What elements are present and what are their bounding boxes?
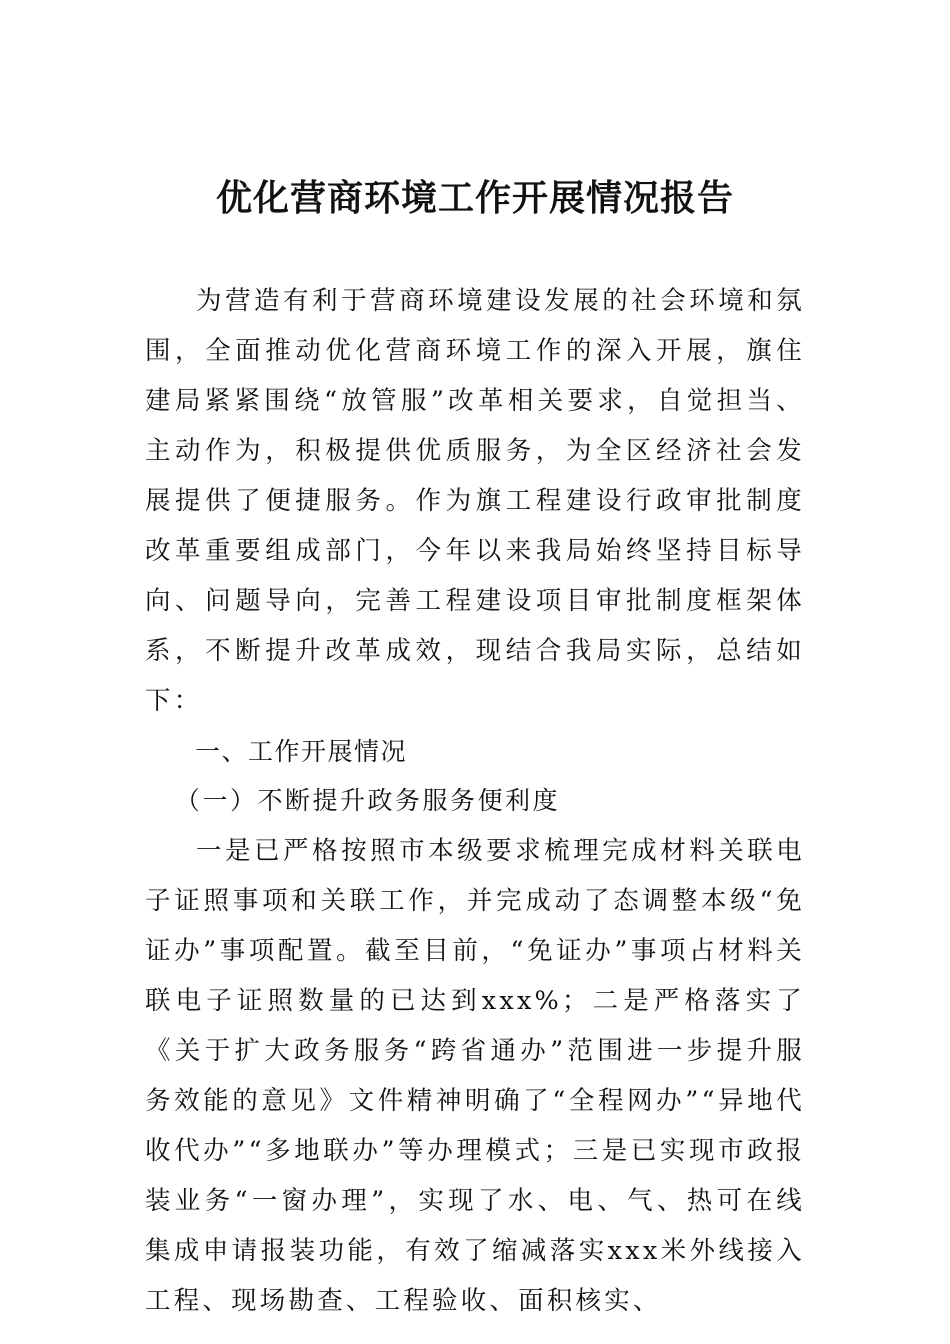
- subsection-heading: （一）不断提升政务服务便利度: [175, 786, 561, 815]
- intro-paragraph: 为营造有利于营商环境建设发展的社会环境和氛围，全面推动优化营商环境工作的深入开展，旗住建局紧紧围绕“放管服”改革相关要求，自觉担当、主动作为，积极提供优质服务，为全区经济社会发展提供了便捷服务。作为旗工程建设行政审批制度改革重要组成部门，今年以来我局始终坚持目标导向、问题导向，完善工程建设项目审批制度框架体系，不断提升改革成效，现结合我局实际，总结如下：: [145, 286, 805, 716]
- body-paragraph: 一是已严格按照市本级要求梳理完成材料关联电子证照事项和关联工作，并完成动了态调整本级“免证办”事项配置。截至目前，“免证办”事项占材料关联电子证照数量的已达到xxx%；二是严格落实了《关于扩大政务服务“跨省通办”范围进一步提升服务效能的意见》文件精神明确了“全程网办”“异地代收代办”“多地联办”等办理模式；三是已实现市政报装业务“一窗办理”，实现了水、电、气、热可在线集成申请报装功能，有效了缩减落实xxx米外线接入工程、现场勘查、工程验收、面积核实、: [145, 836, 805, 1316]
- section-heading: 一、工作开展情况: [195, 737, 408, 766]
- document-body: [145, 276, 805, 1326]
- document-title: 优化营商环境工作开展情况报告: [215, 177, 734, 219]
